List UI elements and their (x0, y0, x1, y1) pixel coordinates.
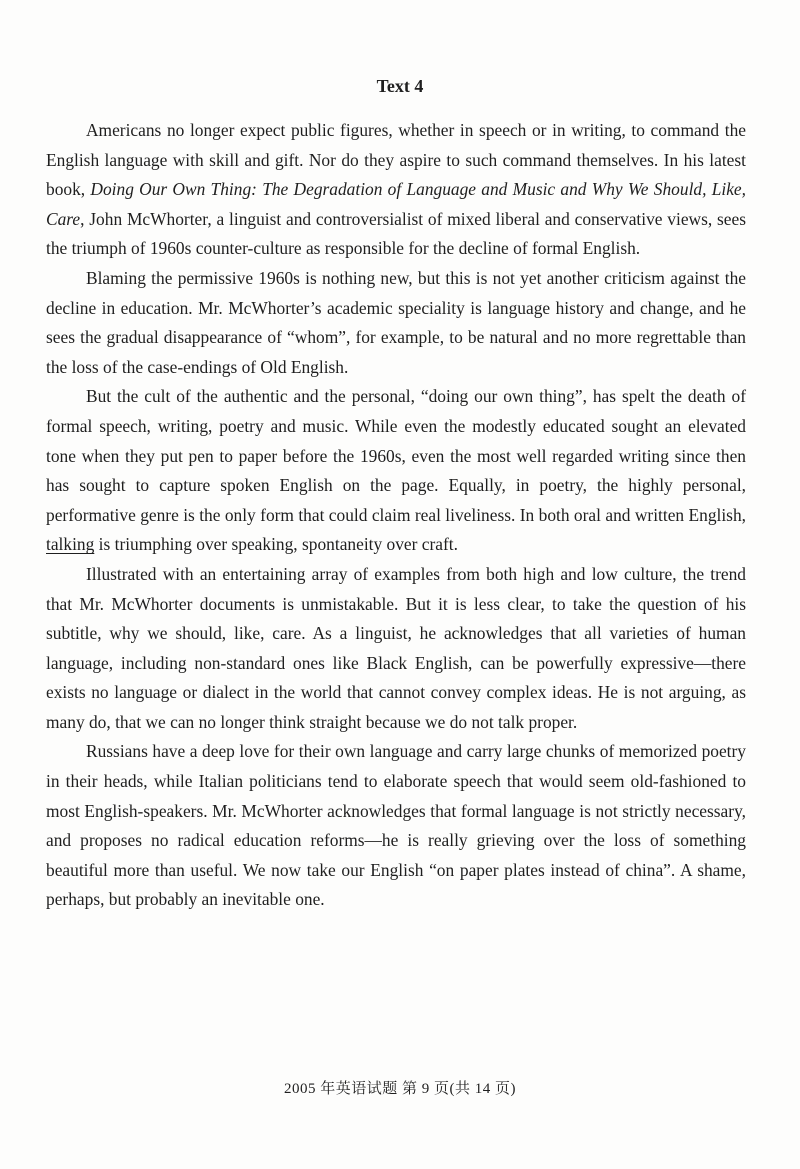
passage-title: Text 4 (376, 76, 424, 96)
paragraph-1-lead: Americans no longer expect public figures, whether in speech or in writing, to command the English language with skill and gift. Nor do they aspire to such command themselves. In his latest book, (46, 120, 746, 200)
paragraph-5: Russians have a deep love for their own language and carry large chunks of memorized poetry in their heads, while Italian politicians tend to elaborate speech that would seem old-fashioned to most English-speakers. Mr. McWhorter acknowledges that formal language is not strictly necessary, and proposes no radical education reforms—he is really grieving over the loss of something beautiful more than useful. We now take our English “on paper plates instead of china”. A shame, perhaps, but probably an inevitable one. (46, 741, 746, 910)
underlined-word-talking: talking (46, 534, 95, 555)
paragraph-2: Blaming the permissive 1960s is nothing new, but this is not yet another criticism against the decline in education. Mr. McWhorter’s academic speciality is language history and change, and he sees the gradual disappearance of “whom”, for example, to be natural and no more regrettable than the loss of the case-endings of Old English. (46, 267, 746, 377)
paragraph-1-rest: , John McWhorter, a linguist and controversialist of mixed liberal and conservative views, sees the triumph of 1960s counter-culture as responsible for the decline of formal English. (46, 208, 746, 259)
book-title: Doing Our Own Thing: The Degradation of Language and Music and Why We Should, Like, Care (46, 179, 746, 229)
paragraph-3-lead: But the cult of the authentic and the personal, “doing our own thing”, has spelt the death of formal speech, writing, poetry and music. While even the modestly educated sought an elevated tone when they put pen to paper before the 1960s, even the most well regarded writing since then has sought to capture spoken English on the page. Equally, in poetry, the highly personal, performative genre is the only form that could claim real liveliness. In both oral and written English, (46, 386, 746, 525)
paragraph-3-rest: is triumphing over speaking, spontaneity over craft. (94, 534, 458, 555)
page-footer: 2005 年英语试题 第 9 页(共 14 页) (284, 1081, 516, 1097)
passage-body (46, 116, 746, 915)
paragraph-3 (46, 382, 746, 560)
paragraph-1 (46, 116, 746, 264)
paragraph-4: Illustrated with an entertaining array of examples from both high and low culture, the trend that Mr. McWhorter documents is unmistakable. But it is less clear, to take the question of his subtitle, why we should, like, care. As a linguist, he acknowledges that all varieties of human language, including non-standard ones like Black English, can be powerfully expressive—there exists no language or dialect in the world that cannot convey complex ideas. He is not arguing, as many do, that we can no longer think straight because we do not talk proper. (46, 563, 746, 732)
